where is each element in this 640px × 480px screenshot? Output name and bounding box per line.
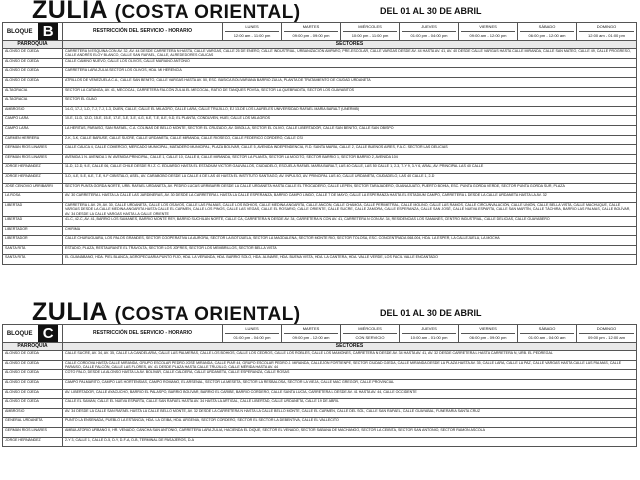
day-time: 06:00 pm - 12:00 am: [520, 31, 574, 40]
table-row: [3, 360, 637, 370]
day-time: 06:00 pm - 09:00 pm: [461, 333, 515, 342]
region-title: [32, 298, 301, 327]
parroquia-cell: JOSÉ CENOVIO URRIBARRI: [3, 183, 63, 193]
schedule-header: [2, 298, 636, 326]
day-time: 09:00 pm - 12:00 am: [579, 333, 634, 342]
parroquia-cell: SANTA RITA: [3, 255, 63, 265]
table-row: [3, 399, 637, 409]
parroquia-cell: ALONSO DE OJEDA: [3, 351, 63, 361]
schedule-bloque-b: [2, 0, 636, 265]
day-column: [282, 325, 341, 343]
table-row: [3, 226, 637, 236]
table-row: [3, 125, 637, 135]
parroquia-cell: ALONSO DE OJEDA: [3, 360, 63, 370]
day-time: 01:00 pm - 04:00 pm: [402, 31, 456, 40]
parroquia-cell: ALTAGRACIA: [3, 97, 63, 107]
day-name: JUEVES: [421, 24, 437, 29]
parroquia-cell: ALONSO DE OJEDA: [3, 399, 63, 409]
day-column: [577, 325, 637, 343]
parroquia-cell: JORGE HERNÁNDEZ: [3, 437, 63, 447]
parroquia-cell: GERMÁN RÍOS LINARES: [3, 145, 63, 155]
day-time: 01:00 pm - 04:00 pm: [225, 333, 279, 342]
sectores-cell: AV. 30 CARRETERA L HASTA LA CALLE LAS JARDINERAS, AV. 30 DESDE LA CARRETERA L HASTA LA CALLE ESPERANZA, BARRIO CAMPO LINDO, CALLE 7 DE MAYO, CALLE LA ESPERANZA HASTA EL ESTADIUM CAMPO, CARRETERA L DESDE LA CALLE URDANETA HASTA LA AV. 32: [63, 193, 637, 203]
day-name: VIERNES: [479, 326, 497, 331]
parroquia-cell: ALONSO DE OJEDA: [3, 389, 63, 399]
sectores-cell: 14-G, 17-J, 1-D, 7-J, 7-J, 1-3, DUEN, CALLE, CALLE EL MILAGRO, CALLE LARA, CALLE TRUJILLO, EJ 13-DE LOS LAURELES UNIVERSIDAD RAFAEL MARÍA BARALT (UNERMB): [63, 106, 637, 116]
sectores-cell: CAMPO PALMARITO, CAMPO LAS HORTENSIAS, CAMPO ROMANO, EL ARSENAL, SECTOR LA MESETA, SECTOR LA RESBALOSA, SECTOR LA VIEJA, CALLE MAC GREGOR, CALLE PROVINCIAL: [63, 380, 637, 390]
table-row: [3, 68, 637, 78]
day-name: LUNES: [245, 326, 259, 331]
table-row: [3, 202, 637, 216]
sectores-cell: AV. 34 DESDE LA CALLE SAN RAFAEL HASTA LA CALLE BELLO MONTE, AV. 32 DESDE LA CARRETERA N HASTA LA CALLE BELLO MONTE, CALLE EL CARMEN, CALLE DEL SOL, CALLE SAN RAFAEL, CALLE GUAYABAL, FUNERARIA SANTA CRUZ: [63, 408, 637, 418]
day-column: [459, 23, 518, 41]
sectores-cell: CALLE CHURUGUARA, LOS PALOS GRANDES, SECTOR COOPERATIVA LA AURORA, SECTOR LA BOTIJUELA, SECTOR LA MAGDALENA, SECTOR MONTE RIO, SECTOR TOLOSA, ESC. CONCENTRADA 068-004, HDA. LA ESPER, LA CALLEJUELA, LA MOCHA: [63, 236, 637, 246]
table-row: [3, 418, 637, 428]
day-name: LUNES: [245, 24, 259, 29]
parroquia-header: PARROQUIA: [3, 343, 63, 351]
day-column: [518, 325, 577, 343]
subregion-name: (COSTA ORIENTAL): [114, 2, 301, 23]
table-row: [3, 380, 637, 390]
sectores-cell: ESTADIO, PLAZA, RESTAURANTE EL TRAVOLTA, SECTOR LOS JOFRES, SECTOR LOS MEMBRILLOS, SECTOR BELLA VISTA: [63, 245, 637, 255]
date-range: DEL 01 AL 30 DE ABRIL: [380, 6, 482, 16]
sectores-cell: ATRILLOS DE VENEZUELA C.A., CALLE SAN BENITO, CALLE VARGAS HASTA AV. 50, ESC. BÁSICA BOLIVARIANA BARRIO ZULIA, PLANTA DE TRATAMIENTO DE CIUDAD URDANETA: [63, 78, 637, 88]
day-column: [223, 23, 282, 41]
region-title: [32, 0, 301, 25]
sectores-cell: 41-C, 42-C, AV. 41, BARRIO LOS SAMANES, BARRIO MONTE REY, BARRIO SUCHILÁN NORTE, CALLE CA, CARRETERA N DESDE AV. 34, CARRETERA N CON AV. 41, CARRETERA N CON AV. 34, RESIDENCIAS LOS SAMANES, CENTRO INDUSTRIAL, CALLE DELICIAS, CALLE GUAYABERO: [63, 216, 637, 226]
table-row: [3, 154, 637, 164]
parroquia-cell: AMBROSIO: [3, 408, 63, 418]
table-row: [3, 173, 637, 183]
table-row: [3, 145, 637, 155]
date-range: DEL 01 AL 30 DE ABRIL: [380, 308, 482, 318]
parroquia-cell: ALONSO DE OJEDA: [3, 380, 63, 390]
schedule-table: [2, 22, 637, 265]
sectores-cell: AV. LIBERTADOR, CALLE AYACUCHO, BARRIO EL PALASPO, BARRIO BOLÍVAR, BARRIO EL CARIBE, BARRIO CORDERO, CALLE SANTA LUCÍA, CARRETERA L DESDE AV. 41 HASTA AV. 44, CALLE OCCIDENTE: [63, 389, 637, 399]
table-row: [3, 370, 637, 380]
sectores-cell: AMBULATORIO URBANO II, HR. VENADO, CANCHA SAN ANTONIO, CARRETERA LARA ZULIA, HACIENDA EL DIQUE, SECTOR EL VENADO, SECTOR SABANA DE MACHANGO, SECTOR LA CEIBITA, SECTOR SAN ANTONIO, SECTOR RAMON ASCOLA: [63, 427, 637, 437]
day-name: SÁBADO: [538, 326, 556, 331]
table-row: [3, 183, 637, 193]
schedule-bloque-c: [2, 298, 636, 447]
sectores-cell: PUNTO LA ENSENADA, PUEBLO LA ESTANCIA, HDA. LA CEIBA, HDA. ARGENIA, SECTOR CORDERO, SECTOR EL SECTOR LA DEBENTIVA, CALLE EL VALLECITO: [63, 418, 637, 428]
table-row: [3, 236, 637, 246]
region-name: ZULIA: [32, 0, 108, 24]
day-name: SÁBADO: [538, 24, 556, 29]
table-row: [3, 255, 637, 265]
schedule-table: [2, 324, 637, 447]
day-name: DOMINGO: [596, 24, 617, 29]
day-time: 09:00 am - 12:00 pm: [461, 31, 515, 40]
parroquia-cell: ALONSO DE OJEDA: [3, 58, 63, 68]
table-row: [3, 164, 637, 174]
parroquia-cell: SANTA RITA: [3, 245, 63, 255]
table-row: [3, 58, 637, 68]
table-row: [3, 135, 637, 145]
sectores-cell: COTO PALO, DESDE LA ALONSO HASTA LA AV. BOLÍVAR, CALLE CALDERA, CALLE URDANETA, CALLE ESPERANZA, CALLE ROSAS: [63, 370, 637, 380]
table-row: [3, 389, 637, 399]
sectores-cell: CALLE CORDOVA HASTA CALLE MIRANDA, GRUPO ESCOLAR PEDRO JOSÉ MIRANDA, CALLE PIAR 44, GRUPO ESCOLAR PEDRO J. MIRANDA, CALLEJÓN FORTIENPE, SECTOR CIUDAD OJEDA, CALLE MIRANDA DESDE LA PLAZA HASTA AV. 35, CALLE LARA, CALLE LA PAZ, CALLE VARGAS HASTA CALLE LAS PALMAS, CALLE PARAISO, CALLE FALCÓN, CALLE LAS FLORES, AV. 41 DESDE PLAZA HASTA CALLE TRUJILLO, CALLE MÉRIDA HASTA AV. 44: [63, 360, 637, 370]
sectores-cell: CARRETERA N ESQUINA CON AV. 32, AV. 44 DESDE CARRETERA N HASTA, CALLE VARGAS, CALLE 25 DE ENERO, CALLE INDUSTRIAL, URBANIZACIÓN AMPARO, PRE-ESCOLAR, CALLE VARGAS DESDE AV. 44 HASTA AV. 41, AV. 40 DESDE CALLE VARGAS HASTA CALLE MIRANDA, CALLE SAN MATEO, CALLE 49, CALLE PROGRESO, CALLE ANDRÉS ELOY BLANCO, CALLE SAN RAFAEL, CALLE, ALREDEDORES CAUCAS: [63, 49, 637, 59]
parroquia-cell: JORGE HERNÁNDEZ: [3, 173, 63, 183]
day-time: 10:00 am - 01:00 pm: [402, 333, 456, 342]
table-row: [3, 427, 637, 437]
table-row: [3, 97, 637, 107]
sectores-cell: CARRETERA LARA ZULIA SECTOR LOS OLIVOS, HDA. MI HERENCIA: [63, 68, 637, 78]
sectores-cell: 3-D, 4-E, 5-E, 6-E, 7-E, 9-F CIBISTALO, ASEL, AV. CARABOBO DESDE LA CALLE 4 DE LAS 40 HASTA EL INSTITUTO SANTIAGO, AV. INPULSO, AV. PRINCIPAL LAS 40, CALLE URDANETA, CIUDADELO, LAS 40 CALLE 1, 2-D: [63, 173, 637, 183]
day-time: 12:00 am - 11:00 pm: [225, 31, 279, 40]
parroquia-cell: ALONSO DE OJEDA: [3, 68, 63, 78]
day-name: MARTES: [302, 24, 320, 29]
restriction-header: RESTRICCIÓN DEL SERVICIO - HORARIO: [63, 23, 223, 41]
parroquia-cell: ALONSO DE OJEDA: [3, 49, 63, 59]
sectores-cell: 11-D, 12-D, 9-E, CALLE 06, CALLE CHILE DESDE R.I.Z. C. EDUARDO HASTA EL ESTADIUM VICTOR GAUVALLOS, CIUDADELO, ESCUELA RAFAEL MARÍA BARALT, LAS 40 CALLE, LAS 50 CALLE 1, 2-3, 7-Y 9, 3-Y 6, ARAL, AV. PRINCIPAL LAS 40 CALLE: [63, 164, 637, 174]
day-column: [400, 325, 459, 343]
sectores-cell: SECTOR PUNTA GORDA NORTE, URB. RAFAEL URDANETA, AV. PEDRO LUCAS URRIBARRI DESDE LA CALLE URDANETA HASTA CALLE EL TROCADERO, CALLE LEPEN, SECTOR TARAJADERO, GUANAJUATO, PUERTO BOHÍA, ESC. PUNTA GORDA VERDE, SECTOR PUNTA GORDA SUR, PLAZA: [63, 183, 637, 193]
parroquia-cell: LIBERTADOR: [3, 236, 63, 246]
table-row: [3, 351, 637, 361]
sectores-cell: CALLE CAUCA 4, CALLE COMERCIO, MERCADO MUNICIPAL, MATADERO MUNICIPAL, PLAZA BOLÍVAR, CALLE 5, AVENIDA INDEPENDENCIA, R.D. SANTA MARÍA, CALLE 2, CALLE BUENOS AIRES, F.A.C. SECTOR LAS DELICIAS: [63, 145, 637, 155]
day-time: CON SERVICIO: [343, 333, 397, 342]
day-time: 09:00 pm - 09:00 pm: [284, 31, 338, 40]
sectores-cell: AVENIDA 1 N. AVENIDA 1 W. AVENIDA PRINCIPAL, CALLE 1, CALLE 10, CALLE 8, CALLE MIRANDA, SECTOR LA PLANTA, SECTOR LA MOCITO, SECTOR BARRIO 1, SECTOR BARRIO 2, AVENIDA 104: [63, 154, 637, 164]
day-column: [577, 23, 637, 41]
day-name: MIÉRCOLES: [358, 24, 382, 29]
sectores-header: SECTORES: [63, 41, 637, 49]
header-row: [3, 23, 637, 41]
table-row: [3, 408, 637, 418]
table-row: [3, 87, 637, 97]
day-column: [282, 23, 341, 41]
parroquia-cell: AMBROSIO: [3, 106, 63, 116]
bloque-label: BLOQUE: [6, 29, 33, 36]
column-header-row: [3, 343, 637, 351]
sectores-cell: CHIRIMA: [63, 226, 637, 236]
parroquia-cell: CARMEN HERRERA: [3, 135, 63, 145]
parroquia-cell: LIBERTAD: [3, 202, 63, 216]
parroquia-cell: JORGE HERNÁNDEZ: [3, 164, 63, 174]
table-row: [3, 106, 637, 116]
table-row: [3, 216, 637, 226]
table-row: [3, 245, 637, 255]
parroquia-cell: CAMPO LARA: [3, 125, 63, 135]
table-row: [3, 49, 637, 59]
day-name: VIERNES: [479, 24, 497, 29]
bloque-cell: [3, 325, 63, 343]
sectores-cell: 2-Y 3, CALLE 1, CALLE D-5, D-Y, D-F-A, D-B, TERMINAL DE PASAJEROS, D-A: [63, 437, 637, 447]
bloque-letter: B: [38, 23, 58, 40]
header-row: [3, 325, 637, 343]
parroquia-cell: GERMÁN RÍOS LINARES: [3, 427, 63, 437]
parroquia-header: PARROQUIA: [3, 41, 63, 49]
day-time: 10:00 pm - 11:00 pm: [343, 31, 397, 40]
parroquia-cell: GENERAL URDANETA: [3, 418, 63, 428]
bloque-label: BLOQUE: [6, 331, 33, 338]
bloque-cell: [3, 23, 63, 41]
parroquia-cell: LIBERTADOR: [3, 226, 63, 236]
table-row: [3, 193, 637, 203]
table-row: [3, 437, 637, 447]
region-name: ZULIA: [32, 298, 108, 326]
day-column: [341, 23, 400, 41]
parroquia-cell: ALONSO DE OJEDA: [3, 370, 63, 380]
sectores-cell: SECTOR EL GUAO: [63, 97, 637, 107]
table-row: [3, 78, 637, 88]
parroquia-cell: ALTAGRACIA: [3, 87, 63, 97]
parroquia-cell: ALONSO DE OJEDA: [3, 78, 63, 88]
parroquia-cell: LA ROSA: [3, 193, 63, 203]
sectores-cell: 2-K, 3-K, CALLE BARUSE, CALLE SUCRE, CALLE URDANETA, CALLE MIRANDA, CALLE RIOSECO, CALLE FEDERICO CORDERO, CALLE CSI: [63, 135, 637, 145]
restriction-header: RESTRICCIÓN DEL SERVICIO - HORARIO: [63, 325, 223, 343]
day-name: MARTES: [302, 326, 320, 331]
day-column: [400, 23, 459, 41]
day-column: [459, 325, 518, 343]
bloque-letter: C: [38, 325, 58, 342]
sectores-cell: CALLE SUCRE, AV. 34, AV. 35, CALLE LA CANDELARIA, CALLE LAS PALMERAS, CALLE LOS BOHIOS, CALLE LOS CEDROS, CALLE LOS ROBLES, CALLE LOS MAMONES, CARRETERA N DESDE AV. 34 HASTA AV. 41, AV. 32 DESDE CARRETERA L HASTA CARRETERA N, URB. EL PEDREGAL: [63, 351, 637, 361]
sectores-cell: CARRETERA L AV. 29, AV. 30, CALLE URDANETA, CALLE LOS OSAVOS, CALLE LAS PALMAS, CALLE LOS BOHIOS, CALLE MEDINA ANGARITA, CALLE ANCÓN, CALLE CHAMOA, CALLE PERIMETRAL, CALLE MOLINO, CALLE LAS RAMOS, CALLE CIRCUNVALACIÓN, CALLE UNIÓN, CALLE BELLA VISTA, CALLE MACHUQUE, CALLE VARGAS DESDE LA CALLE MEDINA ANGARITA HASTA CALLE EL CARMEN, CALLE LOS PINOS, CALLE LAS VEGAS, CALLE EL ROSARIO, CALLE ORIENTE, CALLE SUCRE, CALLE ZAMORA, CALLE ESPERANZA, CALLE SAN JOSÉ, CALLE NUEVA ESPARTA, CALLE SAN MARTÍN, CALLE TÁCHIRA, BARRIO LAS PALMAS, CALLE BOLÍVAR, AV. 34 DESDE LA CALLE VARGAS HASTA LA CALLE ORIENTE: [63, 202, 637, 216]
day-name: DOMINGO: [596, 326, 617, 331]
day-column: [341, 325, 400, 343]
sectores-cell: EL GUANÁBANO, HDA. PIEL BLANCA, AGROPECUARIA PUNTO FIJO, HDA. LA VERANDA, HDA. BARRIO SOLO, HDA. ALINARE, HDA. BUENA VISTA, HDA. LA CANTERA, HDA. VALLE VERDE, LOS FACIL VALLE ENCANTADO: [63, 255, 637, 265]
sectores-cell: LA HERITAS, PARAISO, SAN RAFAEL, C.A. COLINAS DE BELLO MONTE, SECTOR EL CRUZADO, AV. DIBOLLA, SECTOR EL OLIVO, CALLE LIBERTADOR, CALLE SAN BENITO, CALLE SAN OBISPO: [63, 125, 637, 135]
sectores-cell: SECTOR LA CATANGA, AV. 41, MECOCAL, CARRETERA FALCÓN ZULIA EL MECOCAL, RATIO DE TANQUES PDVSA, SECTOR LA QUEBRADITA, SECTOR LOS GUAYABITOS: [63, 87, 637, 97]
day-column: [518, 23, 577, 41]
day-column: [223, 325, 282, 343]
day-time: 01:00 am - 04:00 am: [520, 333, 574, 342]
table-row: [3, 116, 637, 126]
column-header-row: [3, 41, 637, 49]
sectores-cell: CALLE EL SAMAN, CALLE EL NUEVA ESPARTA, CALLE SAN RAFAEL HASTA AV. 34 HASTA LA ARTIGAL, CALLE LIBERTAD, CALLE URDANETA, CALLE 19 DE ABRIL: [63, 399, 637, 409]
day-time: 09:00 pm - 12:00 am: [284, 333, 338, 342]
day-time: 12:00 am - 01:00 pm: [579, 31, 634, 40]
parroquia-cell: CAMPO LARA: [3, 116, 63, 126]
sectores-cell: CALLE CAMINO NUEVO, CALLE LOS OLIVOS, CALLE MARIANO ANTONIO: [63, 58, 637, 68]
subregion-name: (COSTA ORIENTAL): [114, 304, 301, 325]
day-name: JUEVES: [421, 326, 437, 331]
sectores-cell: 10-E, 11-D, 12-D, 15-E, 15-E, 17-E, 3-E, 3-E, 4-G, 6-E, 7-E, 8-E, 9-D, EL PLANTA, CONDUVEN, HUEI, CALLE LOS MILAGROS: [63, 116, 637, 126]
day-name: MIÉRCOLES: [358, 326, 382, 331]
sectores-header: SECTORES: [63, 343, 637, 351]
schedule-header: [2, 0, 636, 22]
parroquia-cell: GERMÁN RÍOS LINARES: [3, 154, 63, 164]
parroquia-cell: LIBERTAD: [3, 216, 63, 226]
